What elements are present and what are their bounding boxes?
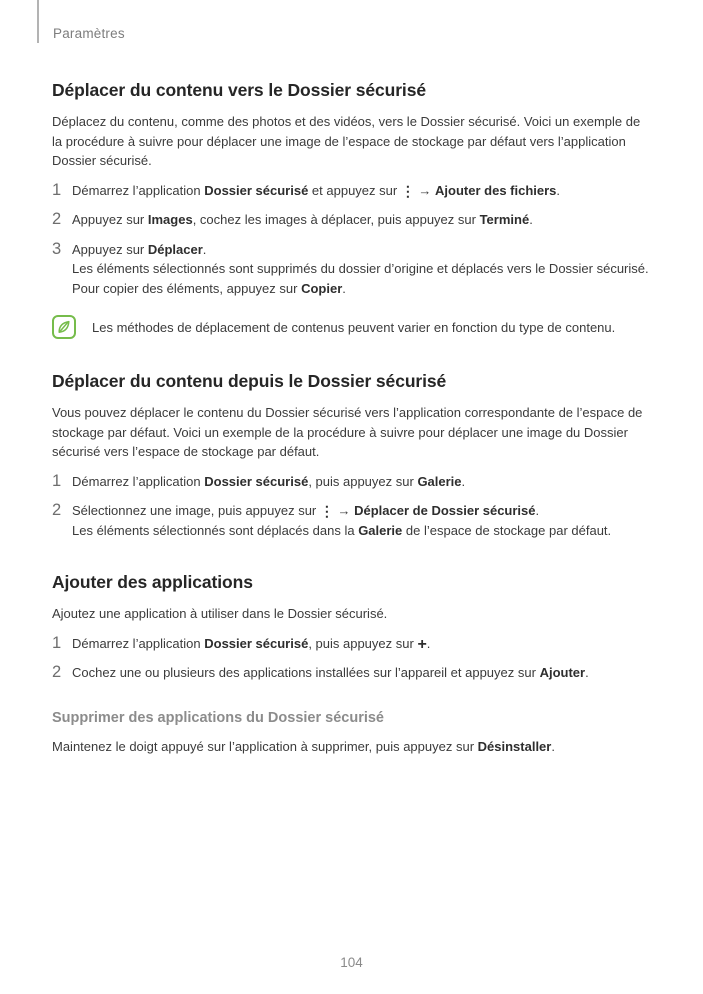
step-number: 3 bbox=[52, 239, 62, 258]
step-row bbox=[52, 240, 653, 299]
step-number: 2 bbox=[52, 501, 62, 519]
step-text: Cochez une ou plusieurs des applications installées sur l’appareil et appuyez sur Ajouter. bbox=[72, 665, 589, 680]
step-number: 1 bbox=[52, 180, 62, 199]
subsection-heading: Supprimer des applications du Dossier sécurisé bbox=[52, 709, 384, 726]
plus-icon: + bbox=[417, 635, 427, 653]
step-row bbox=[52, 210, 653, 230]
step-row bbox=[52, 663, 653, 683]
step-main-text: Appuyez sur Déplacer. bbox=[72, 241, 207, 257]
notice-box bbox=[52, 315, 653, 339]
section-intro: Vous pouvez déplacer le contenu du Dossier sécurisé vers l’application correspondante de l’espace de stockage par défaut. Voici un exemple de la procédure à suivre pour déplacer une image du Dossier sécurisé vers l’espace de stockage par défaut. bbox=[52, 405, 643, 459]
header-divider bbox=[37, 0, 39, 43]
step-text: Démarrez l’application Dossier sécurisé, puis appuyez sur Galerie. bbox=[72, 473, 466, 489]
page-content bbox=[52, 0, 653, 756]
step-row bbox=[52, 472, 653, 492]
subsection-text: Maintenez le doigt appuyé sur l’application à supprimer, puis appuyez sur Désinstaller. bbox=[52, 738, 555, 754]
step-text bbox=[72, 501, 611, 540]
section-heading: Ajouter des applications bbox=[52, 572, 253, 592]
step-text bbox=[72, 240, 653, 299]
step-number: 2 bbox=[52, 210, 62, 228]
step-number: 2 bbox=[52, 663, 62, 681]
step-number: 1 bbox=[52, 633, 62, 652]
section-intro: Déplacez du contenu, comme des photos et des vidéos, vers le Dossier sécurisé. Voici un exemple de la procédure à suivre pour déplacer une image de l’espace de stockage par défaut vers l’application Dossier sécurisé. bbox=[52, 114, 641, 168]
more-vertical-icon: ⋮ bbox=[319, 503, 334, 519]
step-number: 1 bbox=[52, 471, 62, 490]
step-main-text: Sélectionnez une image, puis appuyez sur ⋮ → Déplacer de Dossier sécurisé. bbox=[72, 503, 540, 519]
section-heading: Déplacer du contenu depuis le Dossier sécurisé bbox=[52, 371, 447, 391]
section-intro: Ajoutez une application à utiliser dans le Dossier sécurisé. bbox=[52, 606, 388, 621]
step-row bbox=[52, 634, 653, 654]
step-detail-text: Les éléments sélectionnés sont déplacés dans la Galerie de l’espace de stockage par défaut. bbox=[72, 522, 612, 538]
page-number: 104 bbox=[340, 955, 363, 970]
step-text: Démarrez l’application Dossier sécurisé, puis appuyez sur +. bbox=[72, 635, 431, 653]
chapter-breadcrumb: Paramètres bbox=[53, 26, 125, 41]
step-row bbox=[52, 181, 653, 201]
steps-list bbox=[52, 634, 653, 683]
more-vertical-icon: ⋮ bbox=[400, 182, 415, 199]
step-text: Appuyez sur Images, cochez les images à déplacer, puis appuyez sur Terminé. bbox=[72, 212, 533, 227]
notice-text: Les méthodes de déplacement de contenus peuvent varier en fonction du type de contenu. bbox=[92, 320, 616, 335]
step-row bbox=[52, 501, 653, 540]
section-heading: Déplacer du contenu vers le Dossier sécurisé bbox=[52, 80, 426, 100]
step-detail-text: Les éléments sélectionnés sont supprimés du dossier d’origine et déplacés vers le Dossier sécurisé. Pour copier des éléments, appuyez sur Copier. bbox=[72, 261, 649, 296]
notice-leaf-icon bbox=[52, 315, 76, 339]
step-text: Démarrez l’application Dossier sécurisé et appuyez sur ⋮ → Ajouter des fichiers. bbox=[72, 182, 561, 199]
steps-list bbox=[52, 181, 653, 299]
steps-list bbox=[52, 472, 653, 541]
